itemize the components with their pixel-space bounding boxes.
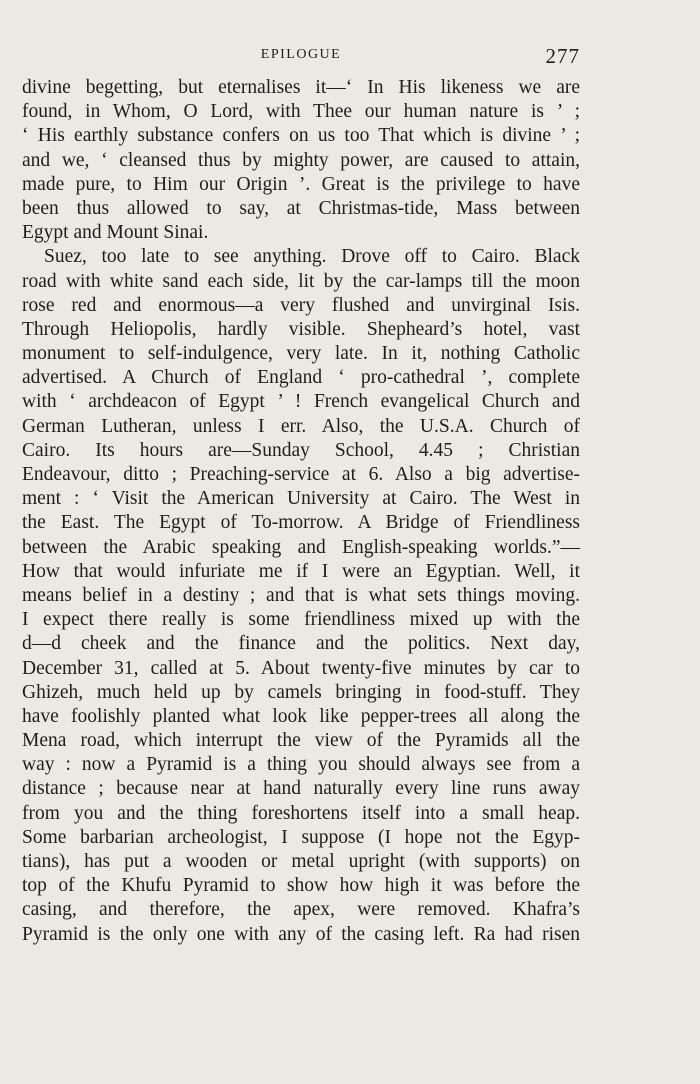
text-line: with ‘ archdeacon of Egypt ’ ! French evangelical Church and — [22, 391, 580, 413]
text-line: Cairo. Its hours are—Sunday School, 4.45 ; Christian — [22, 439, 580, 461]
running-head — [22, 44, 580, 68]
text-line: d—d cheek and the finance and the politics. Next day, — [22, 633, 580, 655]
text-line: Through Heliopolis, hardly visible. Shepheard’s hotel, vast — [22, 318, 580, 340]
text-line: Some barbarian archeologist, I suppose (I hope not the Egyp- — [22, 826, 580, 848]
text-line: Suez, too late to see anything. Drove off to Cairo. Black — [44, 246, 580, 268]
text-line: Ghizeh, much held up by camels bringing in food-stuff. They — [22, 681, 580, 703]
text-line: found, in Whom, O Lord, with Thee our human nature is ’ ; — [22, 101, 580, 123]
text-line: road with white sand each side, lit by the car-lamps till the moon — [22, 270, 580, 292]
text-line: December 31, called at 5. About twenty-five minutes by car to — [22, 657, 580, 679]
text-line: rose red and enormous—a very flushed and unvirginal Isis. — [22, 294, 580, 316]
page-number: 277 — [545, 44, 580, 68]
text-line: Egypt and Mount Sinai. — [22, 222, 209, 244]
text-line: tians), has put a wooden or metal upright (with supports) on — [22, 851, 580, 872]
text-line: ment : ‘ Visit the American University at Cairo. The West in — [22, 488, 580, 510]
text-line: from you and the thing foreshortens itself into a small heap. — [22, 802, 580, 824]
text-line: distance ; because near at hand naturally every line runs away — [22, 778, 580, 800]
text-line: advertised. A Church of England ‘ pro-cathedral ’, complete — [22, 367, 580, 389]
text-line: Endeavour, ditto ; Preaching-service at 6. Also a big advertise- — [22, 464, 580, 485]
text-line: How that would infuriate me if I were an Egyptian. Well, it — [22, 560, 580, 582]
text-line: I expect there really is some friendliness mixed up with the — [22, 609, 580, 631]
text-line: casing, and therefore, the apex, were removed. Khafra’s — [22, 899, 580, 921]
text-line: been thus allowed to say, at Christmas-tide, Mass between — [22, 197, 580, 219]
text-line: and we, ‘ cleansed thus by mighty power, are caused to attain, — [22, 149, 580, 171]
text-line: divine begetting, but eternalises it—‘ In His likeness we are — [22, 77, 580, 98]
text-line: way : now a Pyramid is a thing you should always see from a — [22, 754, 580, 776]
text-line: top of the Khufu Pyramid to show how high it was before the — [22, 875, 580, 897]
text-line: monument to self-indulgence, very late. In it, nothing Catholic — [22, 343, 580, 365]
text-line: German Lutheran, unless I err. Also, the U.S.A. Church of — [22, 415, 580, 437]
text-line: Pyramid is the only one with any of the casing left. Ra had risen — [22, 923, 580, 945]
running-title: EPILOGUE — [260, 47, 342, 62]
text-line: the East. The Egypt of To-morrow. A Bridge of Friendliness — [22, 512, 580, 534]
text-line: between the Arabic speaking and English-speaking worlds.”— — [22, 536, 580, 558]
text-line: means belief in a destiny ; and that is what sets things moving. — [22, 584, 580, 606]
text-line: Mena road, which interrupt the view of the Pyramids all the — [22, 730, 580, 752]
text-line: have foolishly planted what look like pepper-trees all along the — [22, 705, 580, 727]
text-line: made pure, to Him our Origin ’. Great is the privilege to have — [22, 173, 580, 195]
text-line: ‘ His earthly substance confers on us too That which is divine ’ ; — [22, 125, 580, 147]
body-text — [22, 76, 580, 947]
